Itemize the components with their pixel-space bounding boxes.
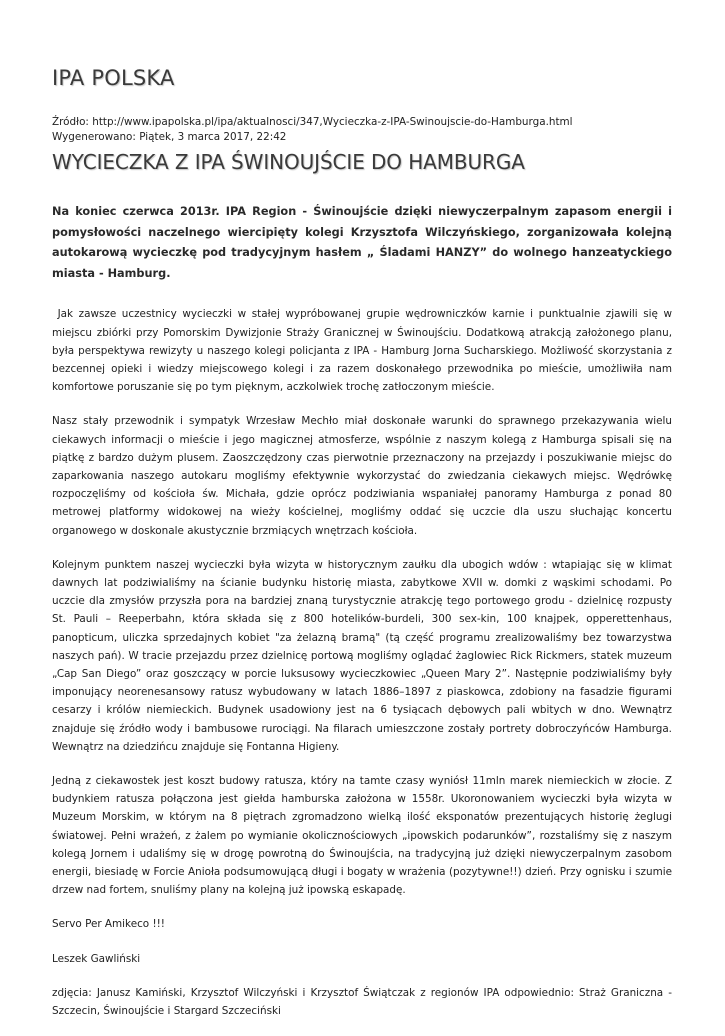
site-title: IPA POLSKA [52, 66, 175, 90]
article-title: WYCIECZKA Z IPA ŚWINOUJŚCIE DO HAMBURGA [52, 150, 525, 174]
generated-line: Wygenerowano: Piątek, 3 marca 2017, 22:42 [52, 131, 287, 143]
photo-credits: zdjęcia: Janusz Kamiński, Krzysztof Wilczyński i Krzysztof Świątczak z regionów IPA odpowiednio: Straż Graniczna - Szczecin, Świnoujście i Stargard Szczeciński [52, 986, 672, 1018]
source-line: Źródło: http://www.ipapolska.pl/ipa/aktualnosci/347,Wycieczka-z-IPA-Swinoujscie-do-Hamburga.html [52, 116, 573, 128]
closing-line: Servo Per Amikeco !!! [52, 918, 165, 931]
article-paragraph-2: Nasz stały przewodnik i sympatyk Wrzesław Mechło miał doskonałe warunki do sprawnego przekazywania wielu ciekawych informacji o mieście i jego magicznej atmosferze, wspólnie z naszym kolegą z Hamburga spisali się na piątkę z bardzo dużym plusem. Zaoszczędzony czas pierwotnie przeznaczony na przejazdy i poszukiwanie miejsc do zaparkowania naszego autokaru mogliśmy efektywnie wykorzystać do zwiedzania ciekawych miejsc. Wędrówkę rozpoczęliśmy od kościoła św. Michała, gdzie oprócz podziwiania wspaniałej panoramy Hamburga z ponad 80 metrowej platformy widokowej na wieży kościelnej, mogliśmy oddać się uczcie dla uszu słuchając koncertu organowego w doskonale akustycznie brzmiących wnętrzach kościoła. [52, 415, 672, 537]
article-paragraph-4: Jedną z ciekawostek jest koszt budowy ratusza, który na tamte czasy wyniósł 11mln marek niemieckich w złocie. Z budynkiem ratusza połączona jest giełda hamburska założona w 1558r. Ukoronowaniem wycieczki była wizyta w Muzeum Morskim, w którym na 8 piętrach zgromadzono wielką ilość eksponatów prezentujących historię żeglugi światowej. Pełni wrażeń, z żalem po wymianie okolicznościowych „ipowskich podarunków”, rozstaliśmy się z naszym kolegą Jornem i udaliśmy się w drogę powrotną do Świnoujścia, na tradycyjną już dzięki niewyczerpalnym zasobom energii, biesiadę w Forcie Anioła podsumowującą długi i bogaty w wrażenia (pozytywne!!) dzień. Przy ognisku i szumie drzew nad fortem, snuliśmy plany na kolejną już ipowską eskapadę. [52, 775, 672, 897]
author-name: Leszek Gawliński [52, 952, 141, 965]
article-lead: Na koniec czerwca 2013r. IPA Region - Świnoujście dzięki niewyczerpalnym zapasom energii i pomysłowości naczelnego wiercipięty kolegi Krzysztofa Wilczyńskiego, zorganizowała kolejną autokarową wycieczkę pod tradycyjnym hasłem „ Śladami HANZY” do wolnego hanzeatyckiego miasta - Hamburg. [52, 205, 672, 280]
article-paragraph-3: Kolejnym punktem naszej wycieczki była wizyta w historycznym zaułku dla ubogich wdów : wtapiając się w klimat dawnych lat podziwialiśmy na ścianie budynku historię miasta, zabytkowe XVII w. domki z wąskimi schodami. Po uczcie dla zmysłów przyszła pora na bardziej znaną turystycznie atrakcję tego portowego grodu - dzielnicę rozpusty St. Pauli – Reeperbahn, która składa się z 800 hotelików-burdeli, 300 sex-kin, 100 knajpek, opperettenhaus, panopticum, uliczka sprzedajnych kobiet "za żelazną bramą" (tą część programu zrealizowaliśmy bez towarzystwa naszych pań). W tracie przejazdu przez dzielnicę portową mogliśmy oglądać żaglowiec Rick Rickmers, statek muzeum „Cap San Diego” oraz goszczący w porcie luksusowy wycieczkowiec „Queen Mary 2”. Następnie podziwialiśmy były imponujący neorenesansowy ratusz wybudowany w latach 1886–1897 z piaskowca, zdobiony na fasadzie figurami cesarzy i królów niemieckich. Budynek usadowiony jest na 6 tysiącach dębowych pali wbitych w dno. Wewnątrz znajduje się źródło wody i bambusowe rurociągi. Na filarach umieszczone zostały portrety dobroczyńców Hamburga. Wewnątrz na dziedzińcu znajduje się Fontanna Higieny. [52, 558, 672, 753]
article-paragraph-1: Jak zawsze uczestnicy wycieczki w stałej wypróbowanej grupie wędrowniczków karnie i punktualnie zjawili się w miejscu zbiórki przy Pomorskim Dywizjonie Straży Granicznej w Świnoujściu. Dodatkową atrakcją założonego planu, była perspektywa rewizyty u naszego kolegi policjanta z IPA - Hamburg Jorna Sucharskiego. Możliwość skorzystania z bezcennej opieki i wiedzy miejscowego kolegi i za razem doskonałego przewodnika po mieście, umożliwiła nam komfortowe poruszanie się po tym pięknym, aczkolwiek trochę zatłoczonym mieście. [52, 308, 676, 394]
article-body [52, 202, 676, 1036]
document-meta [52, 115, 573, 145]
